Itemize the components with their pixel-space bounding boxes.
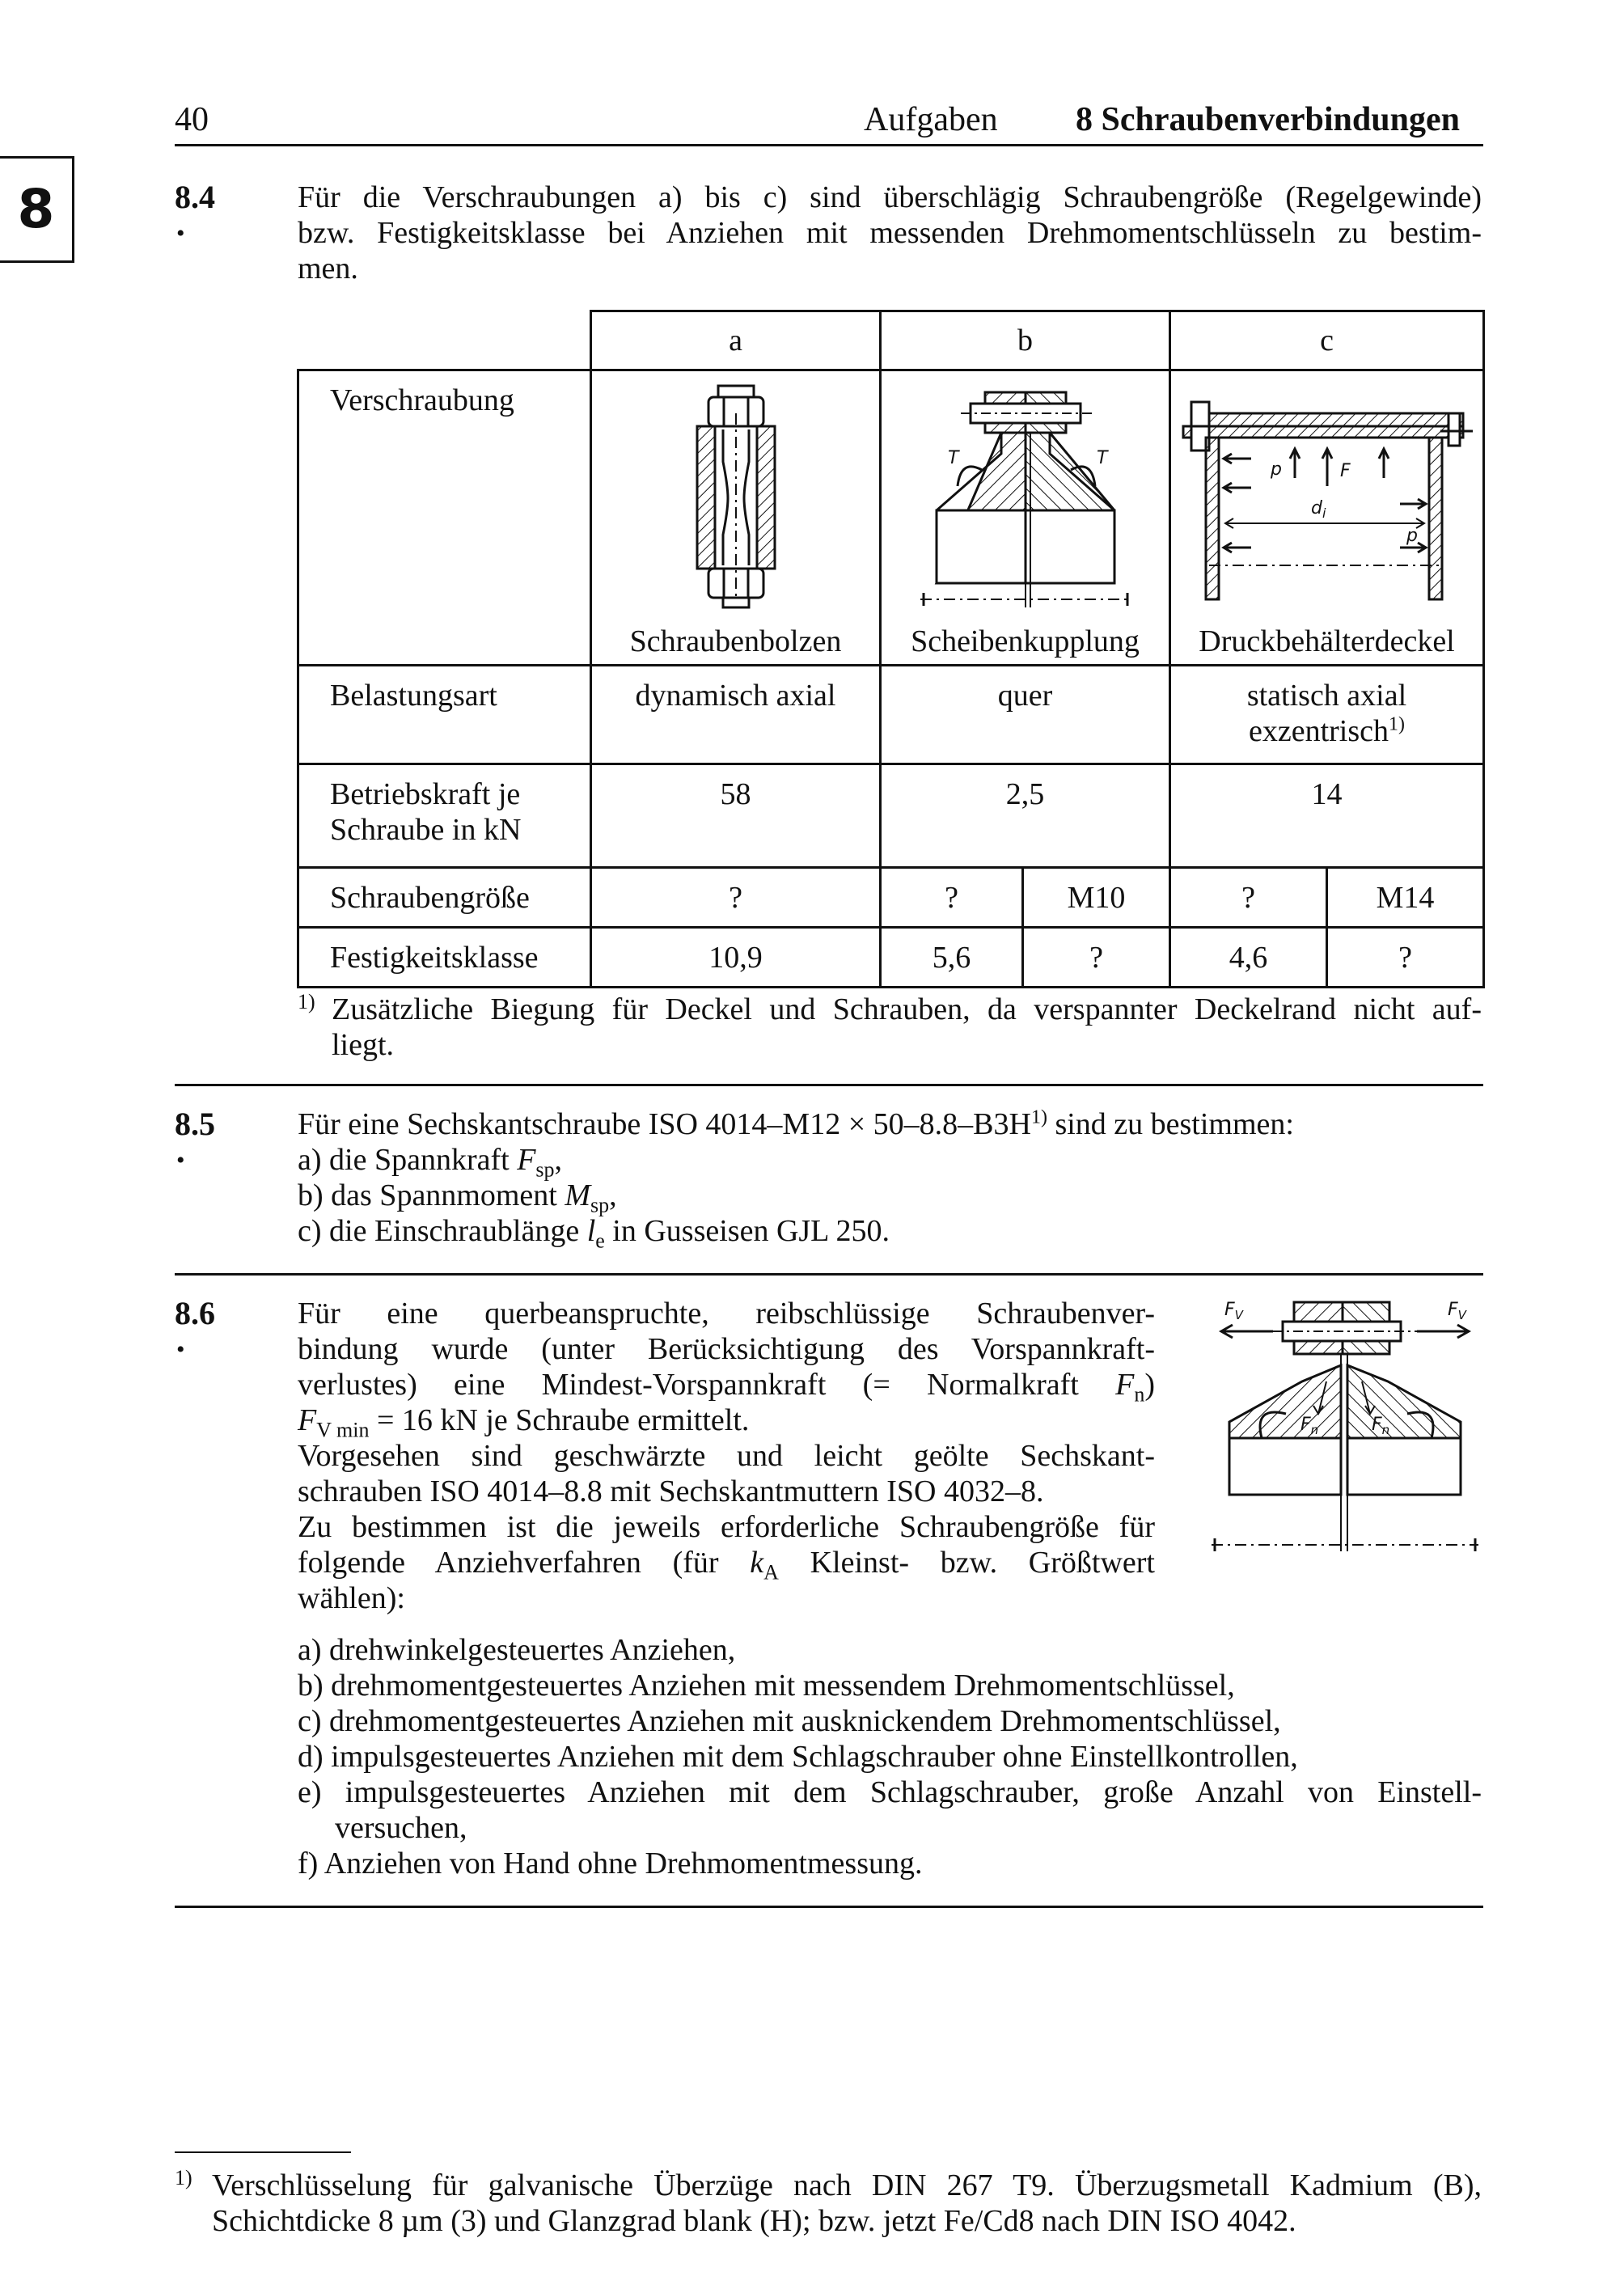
task-8-6-line: Vorgesehen sind geschwärzte und leicht geölte Sechskant- — [298, 1439, 1155, 1473]
row-label-belastung: Belastungsart — [298, 666, 591, 764]
task-8-6-number: 8.6 — [175, 1295, 215, 1331]
caption-scheibenkupplung: Scheibenkupplung — [911, 624, 1140, 658]
caption-schraubenbolzen: Schraubenbolzen — [629, 624, 842, 658]
label-fv-left: $F_V$ — [1224, 1300, 1243, 1322]
task-8-4-line: men. — [298, 252, 358, 286]
cell-fest-a: 10,9 — [591, 928, 881, 988]
task-8-6-line: Für eine querbeanspruchte, reibschlüssige Schraubenver- — [298, 1297, 1155, 1331]
row-label-verschraubung: Verschraubung — [298, 370, 591, 666]
task-8-6-line: $F_{V min} = 16$ kN je Schraube ermittelt. — [298, 1403, 750, 1442]
label-torque-left: T — [947, 448, 958, 468]
task-8-6-line: schrauben ISO 4014–8.8 mit Sechskantmuttern ISO 4032–8. — [298, 1474, 1044, 1508]
scheibenkupplung-drawing — [904, 381, 1147, 616]
cell-belastung-a: dynamisch axial — [591, 666, 881, 764]
page-footnote-mark: 1) — [175, 2166, 192, 2189]
cell-belastung-b: quer — [881, 666, 1170, 764]
label-torque-right: T — [1096, 448, 1107, 468]
label-force: F — [1339, 461, 1351, 481]
task-8-6-item: e) impulsgesteuertes Anziehen mit dem Schlagschrauber, große Anzahl von Einstell- — [298, 1775, 1482, 1809]
cell-groesse-b2: M10 — [1023, 868, 1170, 928]
cell-kraft-b: 2,5 — [881, 764, 1170, 868]
table-row — [298, 764, 1484, 868]
task-8-6-item: a) drehwinkelgesteuertes Anziehen, — [298, 1633, 736, 1667]
task-8-5-number: 8.5 — [175, 1106, 215, 1142]
table-footnote-mark: 1) — [298, 990, 315, 1013]
table-row — [298, 868, 1484, 928]
task-8-5-item: a) die Spannkraft $F_{sp}$, — [298, 1143, 563, 1182]
page-number: 40 — [175, 101, 209, 138]
header-chapter: 8 Schraubenverbindungen — [1076, 101, 1460, 138]
label-fn-left: $F_n$ — [1300, 1415, 1319, 1437]
task-8-5-intro: Für eine Sechskantschraube ISO $4014-M12 \times 50-8.8-B3H^{1)}$ sind zu bestimmen: — [298, 1106, 1294, 1141]
page-footnote-line: Schichtdicke 8 µm (3) und Glanzgrad blank (H); bzw. jetzt Fe/Cd8 nach DIN ISO 4042. — [212, 2204, 1296, 2238]
footnote-rule — [175, 2151, 351, 2153]
label-fv-right: $F_V$ — [1448, 1300, 1466, 1322]
row-label-betriebskraft: Betriebskraft je Schraube in kN — [298, 764, 591, 868]
cell-groesse-c1: ? — [1170, 868, 1327, 928]
cell-kraft-c: 14 — [1170, 764, 1484, 868]
table-footnote-line: liegt. — [332, 1028, 395, 1062]
task-8-4-number: 8.4 — [175, 179, 215, 215]
task-8-6-item: c) drehmomentgesteuertes Anziehen mit ausknickendem Drehmomentschlüssel, — [298, 1704, 1281, 1738]
bolt-table-header — [590, 310, 1485, 371]
task-divider — [175, 1084, 1483, 1086]
table-row — [298, 928, 1484, 988]
task-8-6-line: folgende Anziehverfahren (für $k_A$ Kleinst- bzw. Größtwert — [298, 1546, 1155, 1584]
row-label-festigkeit: Festigkeitsklasse — [298, 928, 591, 988]
label-pressure: p — [1270, 459, 1282, 480]
column-c-header: c — [1170, 311, 1484, 370]
cell-kraft-a: 58 — [591, 764, 881, 868]
task-8-6-line: Zu bestimmen ist die jeweils erforderliche Schraubengröße für — [298, 1510, 1155, 1544]
task-8-6-item: d) impulsgesteuertes Anziehen mit dem Schlagschrauber ohne Einstellkontrollen, — [298, 1740, 1298, 1774]
label-diameter: $d_i$ — [1310, 498, 1326, 521]
cell-groesse-c2: M14 — [1327, 868, 1484, 928]
cell-fest-b1: 5,6 — [881, 928, 1023, 988]
druckbehaelterdeckel-drawing — [1182, 381, 1473, 616]
task-8-6-item: b) drehmomentgesteuertes Anziehen mit messendem Drehmomentschlüssel, — [298, 1669, 1235, 1703]
task-8-6-line: bindung wurde (unter Berücksichtigung des Vorspannkraft- — [298, 1332, 1155, 1366]
schraubenbolzen-drawing — [655, 381, 817, 616]
task-8-6-bullet: • — [176, 1336, 185, 1363]
cell-a-drawing — [591, 370, 881, 666]
column-b-header: b — [881, 311, 1170, 370]
column-a-header: a — [591, 311, 881, 370]
label-pressure: p — [1406, 526, 1418, 546]
cell-b-drawing — [881, 370, 1170, 666]
chapter-tab: 8 — [0, 156, 74, 263]
task-divider — [175, 1906, 1483, 1908]
querbeanspruchte-verbindung-drawing — [1205, 1292, 1485, 1567]
header-rule — [175, 144, 1483, 146]
cell-groesse-b1: ? — [881, 868, 1023, 928]
task-8-4-line: Für die Verschraubungen a) bis c) sind überschlägig Schraubengröße (Regelgewinde) — [298, 180, 1482, 214]
page-footnote-line: Verschlüsselung für galvanische Überzüge nach DIN 267 T9. Überzugsmetall Kadmium (B), — [212, 2168, 1482, 2202]
table-row — [298, 666, 1484, 764]
task-8-6-line: verlustes) eine Mindest-Vorspannkraft (= Normalkraft $F_n$) — [298, 1368, 1155, 1407]
cell-fest-c2: ? — [1327, 928, 1484, 988]
table-row — [298, 370, 1484, 666]
task-8-5-item: b) das Spannmoment $M_{sp}$, — [298, 1178, 617, 1217]
cell-fest-c1: 4,6 — [1170, 928, 1327, 988]
bolt-table — [297, 369, 1485, 988]
header-section: Aufgaben — [864, 101, 998, 138]
task-8-4-line: bzw. Festigkeitsklasse bei Anziehen mit messenden Drehmomentschlüsseln zu bestim- — [298, 216, 1482, 250]
cell-belastung-c: statisch axial exzentrisch$^{1)}$ — [1170, 666, 1484, 764]
label-fn-right: $F_n$ — [1372, 1415, 1390, 1437]
task-8-6-item: f) Anziehen von Hand ohne Drehmomentmessung. — [298, 1847, 923, 1881]
task-8-6-line: wählen): — [298, 1581, 405, 1615]
caption-druckbehaelterdeckel: Druckbehälterdeckel — [1199, 624, 1455, 658]
task-8-6-item: versuchen, — [335, 1811, 467, 1845]
cell-c-drawing — [1170, 370, 1484, 666]
task-divider — [175, 1273, 1483, 1276]
cell-fest-b2: ? — [1023, 928, 1170, 988]
task-8-4-bullet: • — [176, 220, 185, 247]
cell-groesse-a: ? — [591, 868, 881, 928]
task-8-5-bullet: • — [176, 1147, 185, 1174]
table-footnote-line: Zusätzliche Biegung für Deckel und Schrauben, da verspannter Deckelrand nicht auf- — [332, 992, 1482, 1026]
task-8-5-item: c) die Einschraublänge $l_e$ in Gusseisen GJL 250. — [298, 1214, 890, 1253]
row-label-groesse: Schraubengröße — [298, 868, 591, 928]
